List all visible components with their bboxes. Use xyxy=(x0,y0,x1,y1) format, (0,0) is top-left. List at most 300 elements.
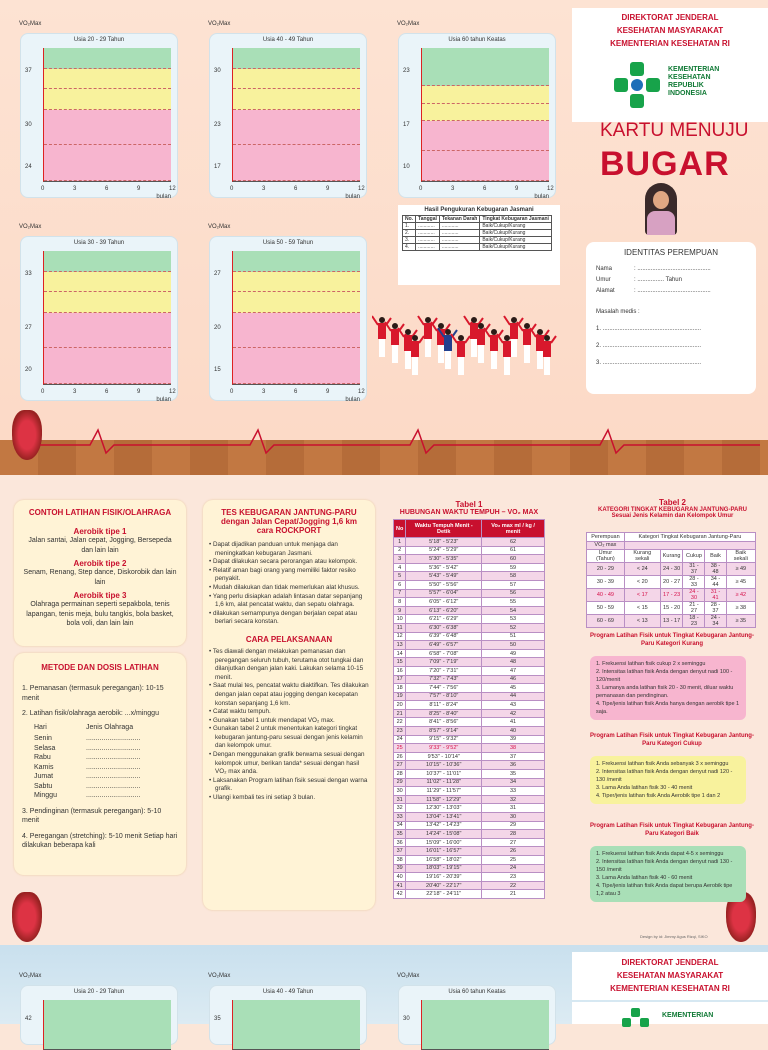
header-line: DIREKTORAT JENDERAL xyxy=(621,958,719,967)
tabel1-cell: 51 xyxy=(482,632,545,641)
x-tick: 12 xyxy=(358,186,365,192)
metode-body xyxy=(14,672,186,851)
tabel1-cell: 31 xyxy=(482,804,545,813)
tabel1-cell: 36 xyxy=(482,761,545,770)
tabel1-cell: 18'03" - 19'15" xyxy=(406,864,482,873)
chart-plot[interactable] xyxy=(232,48,360,182)
hasil-cell: 3. xyxy=(403,237,416,244)
tabel1-cell: 26 xyxy=(394,752,406,761)
tabel1-cell: 11'29" - 11'57" xyxy=(406,787,482,796)
field-alamat[interactable]: : ............................................ xyxy=(634,288,711,294)
tabel1-cell: 4 xyxy=(394,563,406,572)
hasil-table xyxy=(402,215,552,251)
hasil-cell: Baik/Cukup/Kurang xyxy=(480,223,552,230)
table-row xyxy=(403,244,552,251)
tabel1-cell: 36 xyxy=(394,838,406,847)
label-nama: Nama xyxy=(596,266,613,272)
table-row xyxy=(394,787,545,796)
tabel1-cell: 52 xyxy=(482,623,545,632)
chart-age: Usia 20 - 29 Tahun xyxy=(73,989,125,995)
tabel2-cell: ≥ 49 xyxy=(726,563,755,576)
tabel1-header: Vo₂ max ml / kg / menit xyxy=(482,520,545,538)
tabel1-cell: 57 xyxy=(482,580,545,589)
tabel1-cell: 31 xyxy=(394,795,406,804)
bullet-item: • Yang perlu disiapkan adalah lintasan datar sepanjang 1,6 km, alat pencatat waktu, dan sepatu olahraga. xyxy=(209,592,363,609)
table-row xyxy=(394,727,545,736)
tabel2-title: Tabel 2 xyxy=(659,498,686,507)
table-row xyxy=(394,890,545,899)
hasil-card xyxy=(398,205,560,285)
hasil-cell[interactable]: ............ xyxy=(416,223,440,230)
day-input[interactable]: ............................ xyxy=(86,763,141,771)
tabel1-cell: 26 xyxy=(482,847,545,856)
tabel2-category: Kurang sekali xyxy=(624,550,660,563)
chart-zone xyxy=(422,121,549,151)
exercise-group-image xyxy=(372,300,562,395)
tabel1-cell: 11'58" - 12'29" xyxy=(406,795,482,804)
vo2max-chart xyxy=(397,21,556,200)
table-row xyxy=(394,649,545,658)
header-line: DIREKTORAT JENDERAL xyxy=(621,13,719,22)
tabel1-cell: 21 xyxy=(394,709,406,718)
y-tick: 23 xyxy=(214,122,221,128)
x-axis-label: bulan xyxy=(345,397,360,403)
chart-plot[interactable] xyxy=(232,1000,360,1050)
tabel1-title: Tabel 1 xyxy=(455,500,483,509)
table-row xyxy=(394,838,545,847)
chart-zone xyxy=(233,69,360,90)
tabel2-cell: 38 - 48 xyxy=(705,563,726,576)
x-tick: 3 xyxy=(73,389,77,395)
tabel1-cell: 60 xyxy=(482,555,545,564)
hasil-cell[interactable]: ............ xyxy=(439,230,479,237)
tabel2-category: Baik sekali xyxy=(726,550,755,563)
day-input[interactable]: ............................ xyxy=(86,754,141,761)
tabel1-cell: 35 xyxy=(394,830,406,839)
table-row xyxy=(394,778,545,787)
title-line1: KARTU MENUJU xyxy=(600,120,749,141)
tabel2-cell: 31 - 41 xyxy=(705,589,726,602)
chart-ylabel: VO₂Max xyxy=(208,21,231,27)
x-tick: 0 xyxy=(230,389,234,395)
day-input[interactable]: ............................ xyxy=(86,744,141,752)
aerobik-1-text: Jalan santai, Jalan cepat, Jogging, Bersepeda dan lain lain xyxy=(28,537,172,554)
program-item: 1. Frekuensi latihan fisik cukup 2 x seminggu xyxy=(596,661,706,667)
x-axis-label: bulan xyxy=(534,194,549,200)
table-row xyxy=(394,718,545,727)
tabel1-cell: 5'18" - 5'23" xyxy=(406,538,482,547)
y-tick: 23 xyxy=(403,68,410,74)
tabel2-header: Umur (Tahun) xyxy=(587,550,625,563)
bullet-item: • Catat waktu tempuh. xyxy=(209,708,271,716)
kemenkes-logo-icon xyxy=(612,60,662,110)
hasil-cell: 2. xyxy=(403,230,416,237)
ministry-header-bottom xyxy=(572,952,768,1000)
tabel1-cell: 12 xyxy=(394,632,406,641)
table-row xyxy=(587,589,756,602)
tabel2-cell: 24 - 34 xyxy=(705,615,726,628)
y-tick: 17 xyxy=(214,164,221,170)
tabel2-cell: 18 - 23 xyxy=(683,615,705,628)
hasil-cell: 1. xyxy=(403,223,416,230)
table-row xyxy=(394,675,545,684)
y-tick: 30 xyxy=(214,68,221,74)
header-line: KESEHATAN MASYARAKAT xyxy=(616,971,724,980)
chart-age: Usia 40 - 49 Tahun xyxy=(262,989,314,995)
vo2max-chart xyxy=(19,224,178,403)
y-tick: 10 xyxy=(403,164,410,170)
tabel1-cell: 20 xyxy=(394,701,406,710)
x-tick: 3 xyxy=(262,389,266,395)
hasil-cell[interactable]: ............ xyxy=(416,237,440,244)
chart-zone xyxy=(44,110,171,146)
tabel2-cell: < 24 xyxy=(624,563,660,576)
table-row xyxy=(394,641,545,650)
aerobik-2-title: Aerobik tipe 2 xyxy=(73,559,127,568)
program-item: 1. Frekuensi latihan fisik Anda sebanyak 3 x seminggu xyxy=(596,761,729,767)
table-row xyxy=(394,881,545,890)
tabel1-cell: 8 xyxy=(394,598,406,607)
table-row xyxy=(394,555,545,564)
tabel1-cell: 7'09" - 7'19" xyxy=(406,658,482,667)
tabel2-header: Perempuan xyxy=(587,533,625,542)
label-masalah: Masalah medis : xyxy=(596,309,640,315)
tabel1-cell: 2 xyxy=(394,546,406,555)
table-row xyxy=(587,576,756,589)
x-tick: 0 xyxy=(41,186,45,192)
header-line: KEMENTERIAN KESEHATAN RI xyxy=(610,984,730,993)
tabel1-cell: 27 xyxy=(394,761,406,770)
tabel1-cell: 12'30" - 13'03" xyxy=(406,804,482,813)
tabel2-cell: 17 - 23 xyxy=(660,589,683,602)
tabel1-cell: 22'18" - 24'11" xyxy=(406,890,482,899)
hasil-cell[interactable]: ............ xyxy=(416,230,440,237)
table-row xyxy=(394,847,545,856)
tabel2-cell: < 17 xyxy=(624,589,660,602)
table-row xyxy=(394,546,545,555)
day-input[interactable]: ............................ xyxy=(86,773,141,780)
table-row xyxy=(394,563,545,572)
tabel1-cell: 8'57" - 9'14" xyxy=(406,727,482,736)
tabel1-cell: 15 xyxy=(394,658,406,667)
day-label: Senin xyxy=(34,735,52,742)
day-label: Rabu xyxy=(34,754,51,761)
hasil-col-header: No. xyxy=(403,216,416,223)
chart-zone xyxy=(233,348,360,384)
tabel1-cell: 34 xyxy=(394,821,406,830)
chart-plot[interactable] xyxy=(43,48,171,182)
table-row xyxy=(394,709,545,718)
x-tick: 12 xyxy=(547,186,554,192)
tabel1-cell: 7'20" - 7'31" xyxy=(406,666,482,675)
chart-plot[interactable] xyxy=(421,48,549,182)
tabel1-cell: 5'57" - 6'04" xyxy=(406,589,482,598)
logo-area-bottom xyxy=(572,1002,768,1024)
tabel1-cell: 6'30" - 6'38" xyxy=(406,623,482,632)
hasil-cell: Baik/Cukup/Kurang xyxy=(480,237,552,244)
tabel1-cell: 6'49" - 6'57" xyxy=(406,641,482,650)
chart-plot[interactable] xyxy=(421,1000,549,1050)
tabel1-cell: 41 xyxy=(482,718,545,727)
tabel1-cell: 9'15" - 9'32" xyxy=(406,735,482,744)
bullet-item: • Gunakan tabel 1 untuk mendapat VO₂ max. xyxy=(209,716,335,724)
day-input[interactable]: ............................ xyxy=(86,735,141,742)
tabel1-cell: 6 xyxy=(394,580,406,589)
aerobik-3-title: Aerobik tipe 3 xyxy=(73,591,127,600)
table-row xyxy=(394,804,545,813)
tabel2-cell: 50 - 59 xyxy=(587,602,625,615)
day-row xyxy=(34,734,178,744)
tabel1-cell: 20'40" - 22'17" xyxy=(406,881,482,890)
vo2max-chart xyxy=(208,973,367,1045)
chart-plot[interactable] xyxy=(43,251,171,385)
designer-credit: Design by id: Jimmy Agus Rizqi, SIKO xyxy=(640,934,708,939)
field-masalah-2[interactable]: 2. ........................................................... xyxy=(596,343,702,349)
kemenkes-logo-icon xyxy=(622,1006,652,1028)
x-axis-label: bulan xyxy=(156,194,171,200)
chart-ylabel: VO₂Max xyxy=(19,973,42,979)
tabel1-cell: 10'15" - 10'36" xyxy=(406,761,482,770)
table-row xyxy=(394,658,545,667)
x-axis-label: bulan xyxy=(156,397,171,403)
field-masalah-3[interactable]: 3. ........................................................... xyxy=(596,360,702,366)
jenis-header: Jenis Olahraga xyxy=(86,723,134,731)
logo-text xyxy=(668,66,719,98)
metode-step: 3. Pendinginan (termasuk peregangan): 5-10 menit xyxy=(22,807,162,824)
program-item: 4. Tipe/jenis latihan fisik Anda hanya dengan aerobik tipe 1 saja. xyxy=(596,701,740,715)
bullet-item: • Saat mulai tes, pencatat waktu diaktifkan. Tes dilakukan dengan jalan cepat atau jogging dengan kecepatan konstan sepanjang 1,6 km. xyxy=(209,682,369,707)
tabel2-cell: 15 - 20 xyxy=(660,602,683,615)
tabel1-cell: 58 xyxy=(482,572,545,581)
tabel1-cell: 62 xyxy=(482,538,545,547)
tabel2-cell: 28 - 33 xyxy=(683,576,705,589)
logo-line: KEMENTERIAN xyxy=(668,66,720,73)
tabel1-cell: 17 xyxy=(394,675,406,684)
bullet-item: • Dapat dijadikan panduan untuk menjaga dan meningkatkan kebugaran Jasmani. xyxy=(209,541,338,557)
tabel1-cell: 1 xyxy=(394,538,406,547)
x-tick: 9 xyxy=(326,389,330,395)
tabel1-cell: 7'44" - 7'56" xyxy=(406,684,482,693)
tabel1-cell: 42 xyxy=(394,890,406,899)
table-row xyxy=(394,598,545,607)
x-tick: 9 xyxy=(137,389,141,395)
table-row xyxy=(587,563,756,576)
tabel1-cell: 16'58" - 18'02" xyxy=(406,855,482,864)
label-alamat: Alamat xyxy=(596,288,615,294)
program-title: Program Latihan Fisik untuk Tingkat Kebugaran Jantung-Paru Kategori Cukup xyxy=(590,733,754,747)
tabel1-grid xyxy=(393,519,545,899)
y-tick: 27 xyxy=(214,271,221,277)
tabel1-cell: 6'39" - 6'48" xyxy=(406,632,482,641)
hasil-cell: 4. xyxy=(403,244,416,251)
chart-ylabel: VO₂Max xyxy=(19,21,42,27)
tabel1-cell: 22 xyxy=(394,718,406,727)
metode-card xyxy=(14,653,186,875)
tabel2-subtitle2: Sesuai Jenis Kelamin dan Kelompok Umur xyxy=(611,513,734,519)
tabel1-cell: 25 xyxy=(394,744,406,753)
program-item: 3. Lama Anda latihan fisik 30 - 40 menit xyxy=(596,785,693,791)
contoh-title: CONTOH LATIHAN FISIK/OLAHRAGA xyxy=(28,508,172,517)
table-row xyxy=(394,735,545,744)
tabel1-cell: 5'30" - 5'35" xyxy=(406,555,482,564)
day-input[interactable]: ............................ xyxy=(86,782,141,790)
chart-plot[interactable] xyxy=(43,1000,171,1050)
table-row xyxy=(394,684,545,693)
x-tick: 9 xyxy=(137,186,141,192)
x-tick: 6 xyxy=(105,389,109,395)
program-item: 2. Intensitas latihan fisik Anda dengan denyut nadi 100 - 120/menit xyxy=(596,669,733,683)
tabel1-cell: 43 xyxy=(482,701,545,710)
bullet-item: • Tes diawali dengan melakukan pemanasan dan peregangan seluruh tubuh, terutama otot tungkai dan dilanjutkan dengan jalan kaki. Lakukan selama 10-15 menit. xyxy=(209,647,364,681)
x-tick: 9 xyxy=(515,186,519,192)
chart-plot[interactable] xyxy=(232,251,360,385)
tabel2-cell: 13 - 17 xyxy=(660,615,683,628)
chart-zone xyxy=(233,89,360,110)
vo2max-chart xyxy=(397,973,556,1045)
tabel2-cell: ≥ 42 xyxy=(726,589,755,602)
tabel2-cell: 40 - 49 xyxy=(587,589,625,602)
tabel1-cell: 37 xyxy=(482,752,545,761)
table-row xyxy=(394,761,545,770)
hasil-col-header: Tekanan Darah xyxy=(439,216,479,223)
tabel1-cell: 11 xyxy=(394,623,406,632)
chart-zone xyxy=(422,104,549,121)
x-tick: 6 xyxy=(483,186,487,192)
tes-title: TES KEBUGARAN JANTUNG-PARU dengan Jalan Cepat/Jogging 1,6 km cara ROCKPORT xyxy=(220,508,358,535)
logo-line: KEMENTERIAN xyxy=(662,1012,714,1019)
heart-icon xyxy=(12,892,42,942)
chart-zone xyxy=(422,151,549,181)
program-box xyxy=(590,756,746,804)
tabel1-cell: 41 xyxy=(394,881,406,890)
tabel2-grid xyxy=(586,532,756,628)
field-umur[interactable]: : ................ Tahun xyxy=(634,277,682,283)
day-row xyxy=(34,744,178,754)
table-row xyxy=(403,230,552,237)
tabel1-cell: 7'32" - 7'43" xyxy=(406,675,482,684)
tabel-2 xyxy=(580,498,765,519)
tabel1-cell: 59 xyxy=(482,563,545,572)
hasil-cell[interactable]: ............ xyxy=(416,244,440,251)
tabel1-cell: 6'58" - 7'08" xyxy=(406,649,482,658)
tabel2-cell: 34 - 44 xyxy=(705,576,726,589)
program-item: 1. Frekuensi latihan fisik Anda dapat 4-5 x seminggu xyxy=(596,851,724,857)
tabel1-cell: 37 xyxy=(394,847,406,856)
tabel1-cell: 24 xyxy=(482,864,545,873)
chart-zone xyxy=(233,48,360,69)
field-nama[interactable]: : ............................................ xyxy=(634,266,711,272)
logo-area xyxy=(572,52,768,122)
tabel2-category: Cukup xyxy=(683,550,705,563)
tabel1-cell: 18 xyxy=(394,684,406,693)
chart-age: Usia 50 - 59 Tahun xyxy=(262,240,314,246)
table-row xyxy=(394,692,545,701)
table-row xyxy=(394,606,545,615)
y-tick: 20 xyxy=(214,325,221,331)
tabel1-cell: 40 xyxy=(394,873,406,882)
hasil-cell[interactable]: ............ xyxy=(439,223,479,230)
table-row xyxy=(394,589,545,598)
table-row xyxy=(394,632,545,641)
tabel1-header: No xyxy=(394,520,406,538)
tabel1-cell: 5'50" - 5'56" xyxy=(406,580,482,589)
tabel1-cell: 23 xyxy=(394,727,406,736)
identity-fields xyxy=(596,264,711,369)
table-row xyxy=(394,538,545,547)
program-item: 2. Intensitas latihan fisik Anda dengan denyut nadi 130 - 150 /menit xyxy=(596,859,733,873)
hasil-cell[interactable]: ............ xyxy=(439,237,479,244)
logo-line: INDONESIA xyxy=(668,90,707,97)
tabel1-cell: 13'42" - 14'23" xyxy=(406,821,482,830)
tabel1-cell: 21 xyxy=(482,890,545,899)
metode-title: METODE DAN DOSIS LATIHAN xyxy=(41,663,159,672)
table-row xyxy=(394,666,545,675)
chart-ylabel: VO₂Max xyxy=(19,224,42,230)
day-row xyxy=(34,782,178,792)
tabel1-cell: 44 xyxy=(482,692,545,701)
tabel2-cell: < 20 xyxy=(624,576,660,589)
x-tick: 12 xyxy=(169,186,176,192)
field-masalah-1[interactable]: 1. ........................................................... xyxy=(596,326,702,332)
bullet-item: • Dengan menggunakan grafik berwarna sesuai dengan kelompok umur, berikan tanda* sesuai dengan hasil VO₂ max anda. xyxy=(209,751,365,776)
metode-step: 4. Peregangan (stretching): 5-10 menit Setiap hari dilakukan beberapa kali xyxy=(22,832,178,849)
day-row xyxy=(34,772,178,782)
heart-icon xyxy=(12,410,42,460)
tabel2-box xyxy=(586,532,756,628)
table-row xyxy=(403,223,552,230)
vo2max-chart xyxy=(19,973,178,1045)
tabel2-category: Kurang xyxy=(660,550,683,563)
tabel1-cell: 28 xyxy=(394,770,406,779)
y-tick: 42 xyxy=(25,1016,32,1022)
tabel1-cell: 33 xyxy=(482,787,545,796)
chart-zone xyxy=(233,272,360,293)
tabel1-cell: 6'21" - 6'29" xyxy=(406,615,482,624)
label-umur: Umur xyxy=(596,277,611,283)
tabel1-cell: 54 xyxy=(482,606,545,615)
tabel2-cell: < 13 xyxy=(624,615,660,628)
x-tick: 12 xyxy=(169,389,176,395)
tabel1-cell: 34 xyxy=(482,778,545,787)
x-axis-label: bulan xyxy=(345,194,360,200)
day-input[interactable]: ............................ xyxy=(86,792,141,799)
tabel-1 xyxy=(393,500,545,898)
tabel1-cell: 53 xyxy=(482,615,545,624)
chart-zone xyxy=(44,145,171,181)
tabel1-cell: 5 xyxy=(394,572,406,581)
bullet-item: • Ulangi kembali tes ini setiap 3 bulan. xyxy=(209,794,316,802)
tabel2-category: Baik xyxy=(705,550,726,563)
tabel1-cell: 10 xyxy=(394,615,406,624)
tabel1-cell: 16 xyxy=(394,666,406,675)
tabel1-cell: 32 xyxy=(482,795,545,804)
table-row xyxy=(587,602,756,615)
table-row xyxy=(394,813,545,822)
bullet-item: • Relatif aman bagi orang yang memiliki faktor resiko penyakit. xyxy=(209,566,356,583)
aerobik-3-text: Olahraga permainan seperti sepakbola, tenis lapangan, tenis meja, bulu tangkis, bola basket, bola voli, dan lain lain xyxy=(26,601,174,627)
chart-zone xyxy=(44,69,171,90)
table-row xyxy=(394,580,545,589)
hasil-cell[interactable]: ............ xyxy=(439,244,479,251)
tabel1-cell: 42 xyxy=(482,709,545,718)
metode-step: 1. Pemanasan (termasuk peregangan): 10-15 menit xyxy=(22,685,164,702)
tabel1-cell: 5'24" - 5'29" xyxy=(406,546,482,555)
bullet-item: • Gunakan tabel 2 untuk menentukan kategori tingkat kebugaran jantung-paru sesuai dengan jenis kelamin dan kelompok umur. xyxy=(209,725,363,750)
y-tick: 30 xyxy=(25,122,32,128)
chart-ylabel: VO₂Max xyxy=(208,224,231,230)
hasil-title: Hasil Pengukuran Kebugaran Jasmani xyxy=(424,207,534,213)
tabel2-cell: 31 - 37 xyxy=(683,563,705,576)
